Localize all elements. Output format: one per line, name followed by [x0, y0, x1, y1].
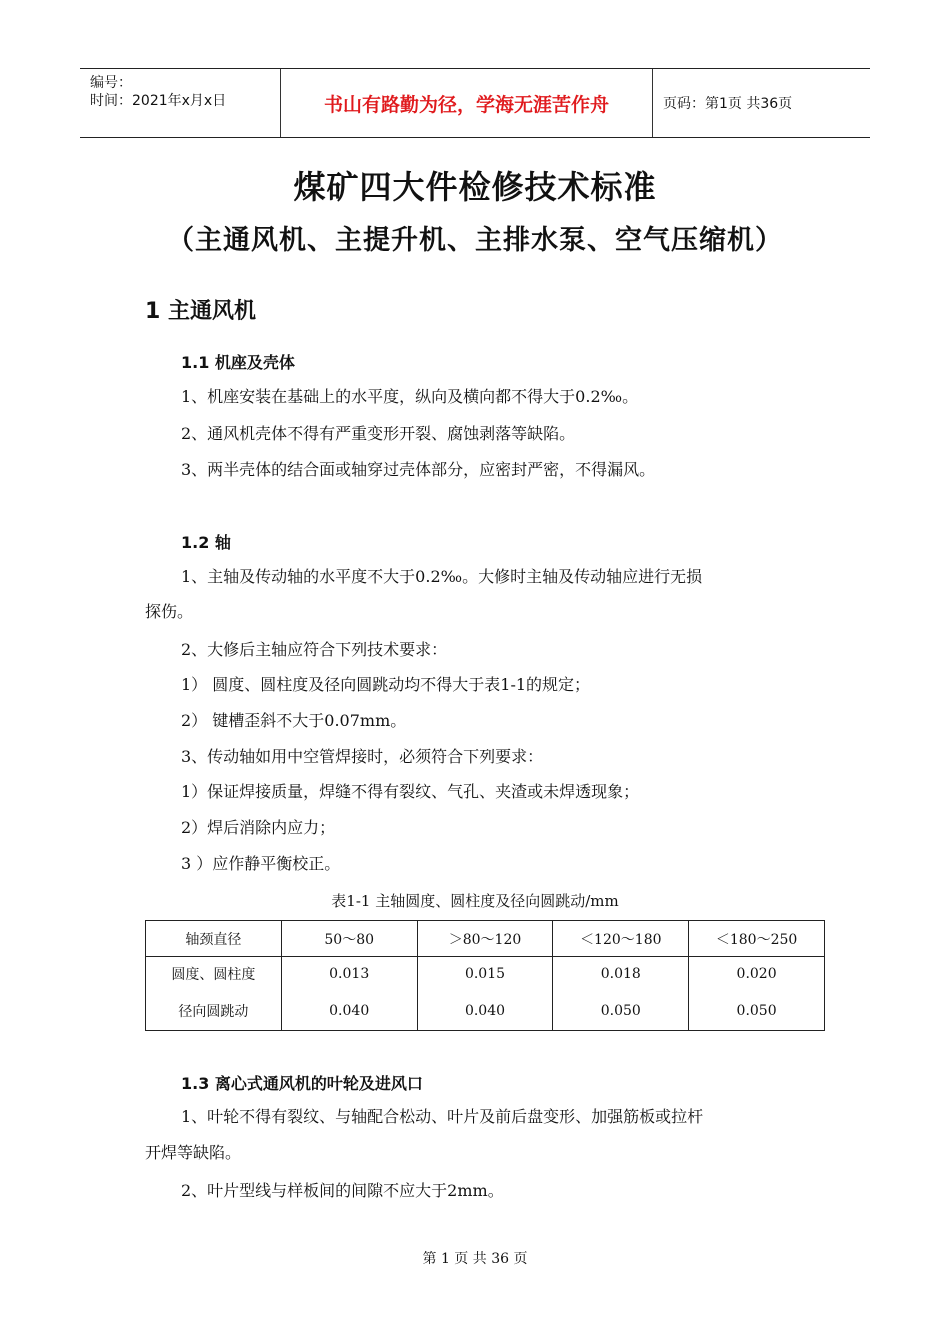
table-cell: 0.018 — [553, 957, 689, 992]
table-header-row — [146, 921, 825, 957]
table-header-cell: ＞80～120 — [417, 921, 553, 957]
header-meta — [80, 69, 280, 137]
table-header-cell: 轴颈直径 — [146, 921, 282, 957]
paragraph: 2、叶片型线与样板间的间隙不应大于2mm。 — [181, 1181, 504, 1200]
subsection-heading: 1.2 轴 — [181, 533, 231, 552]
table-header-cell: 50～80 — [281, 921, 417, 957]
header-page-info: 页码：第1页 共36页 — [663, 96, 793, 112]
page-header — [80, 68, 870, 138]
table-cell: 0.015 — [417, 957, 553, 992]
table-cell: 0.050 — [689, 992, 825, 1031]
paragraph: 1、主轴及传动轴的水平度不大于0.2‰。大修时主轴及传动轴应进行无损 — [181, 567, 703, 586]
paragraph: 2、通风机壳体不得有严重变形开裂、腐蚀剥落等缺陷。 — [181, 424, 576, 443]
doc-number-label: 编号： — [90, 75, 132, 91]
table-cell: 0.050 — [553, 992, 689, 1031]
paragraph: 3、传动轴如用中空管焊接时，必须符合下列要求： — [181, 747, 544, 766]
list-item: 2）焊后消除内应力； — [181, 818, 336, 837]
table-row — [146, 957, 825, 992]
list-item: 1） 圆度、圆柱度及径向圆跳动均不得大于表1-1的规定； — [181, 675, 591, 694]
paragraph-continuation: 探伤。 — [145, 602, 194, 621]
table-cell: 0.040 — [417, 992, 553, 1031]
table-cell: 0.020 — [689, 957, 825, 992]
table-row — [146, 992, 825, 1031]
list-item: 3 ）应作静平衡校正。 — [181, 854, 341, 873]
table-header-cell: ＜120～180 — [553, 921, 689, 957]
table-cell: 0.040 — [281, 992, 417, 1031]
page-footer: 第 1 页 共 36 页 — [422, 1251, 528, 1267]
data-table — [145, 920, 825, 1031]
table-cell: 0.013 — [281, 957, 417, 992]
paragraph: 3、两半壳体的结合面或轴穿过壳体部分，应密封严密，不得漏风。 — [181, 460, 656, 479]
list-item: 1）保证焊接质量，焊缝不得有裂纹、气孔、夹渣或未焊透现象； — [181, 782, 640, 801]
table-cell: 圆度、圆柱度 — [146, 957, 282, 992]
subsection-heading: 1.3 离心式通风机的叶轮及进风口 — [181, 1074, 423, 1093]
table-caption: 表1-1 主轴圆度、圆柱度及径向圆跳动/mm — [331, 892, 619, 910]
paragraph: 1、叶轮不得有裂纹、与轴配合松动、叶片及前后盘变形、加强筋板或拉杆 — [181, 1107, 704, 1126]
doc-title: 煤矿四大件检修技术标准 — [293, 168, 657, 206]
list-item: 2） 键槽歪斜不大于0.07mm。 — [181, 711, 407, 730]
doc-date-label: 时间：2021年x月x日 — [90, 93, 227, 109]
section-heading: 1 主通风机 — [145, 299, 256, 324]
table-cell: 径向圆跳动 — [146, 992, 282, 1031]
paragraph: 1、机座安装在基础上的水平度，纵向及横向都不得大于0.2‰。 — [181, 387, 639, 406]
paragraph: 2、大修后主轴应符合下列技术要求： — [181, 640, 448, 659]
table-header-cell: ＜180～250 — [689, 921, 825, 957]
doc-subtitle: （主通风机、主提升机、主排水泵、空气压缩机） — [167, 225, 783, 256]
subsection-heading: 1.1 机座及壳体 — [181, 353, 295, 372]
header-motto: 书山有路勤为径，学海无涯苦作舟 — [280, 69, 653, 137]
paragraph-continuation: 开焊等缺陷。 — [145, 1143, 242, 1162]
